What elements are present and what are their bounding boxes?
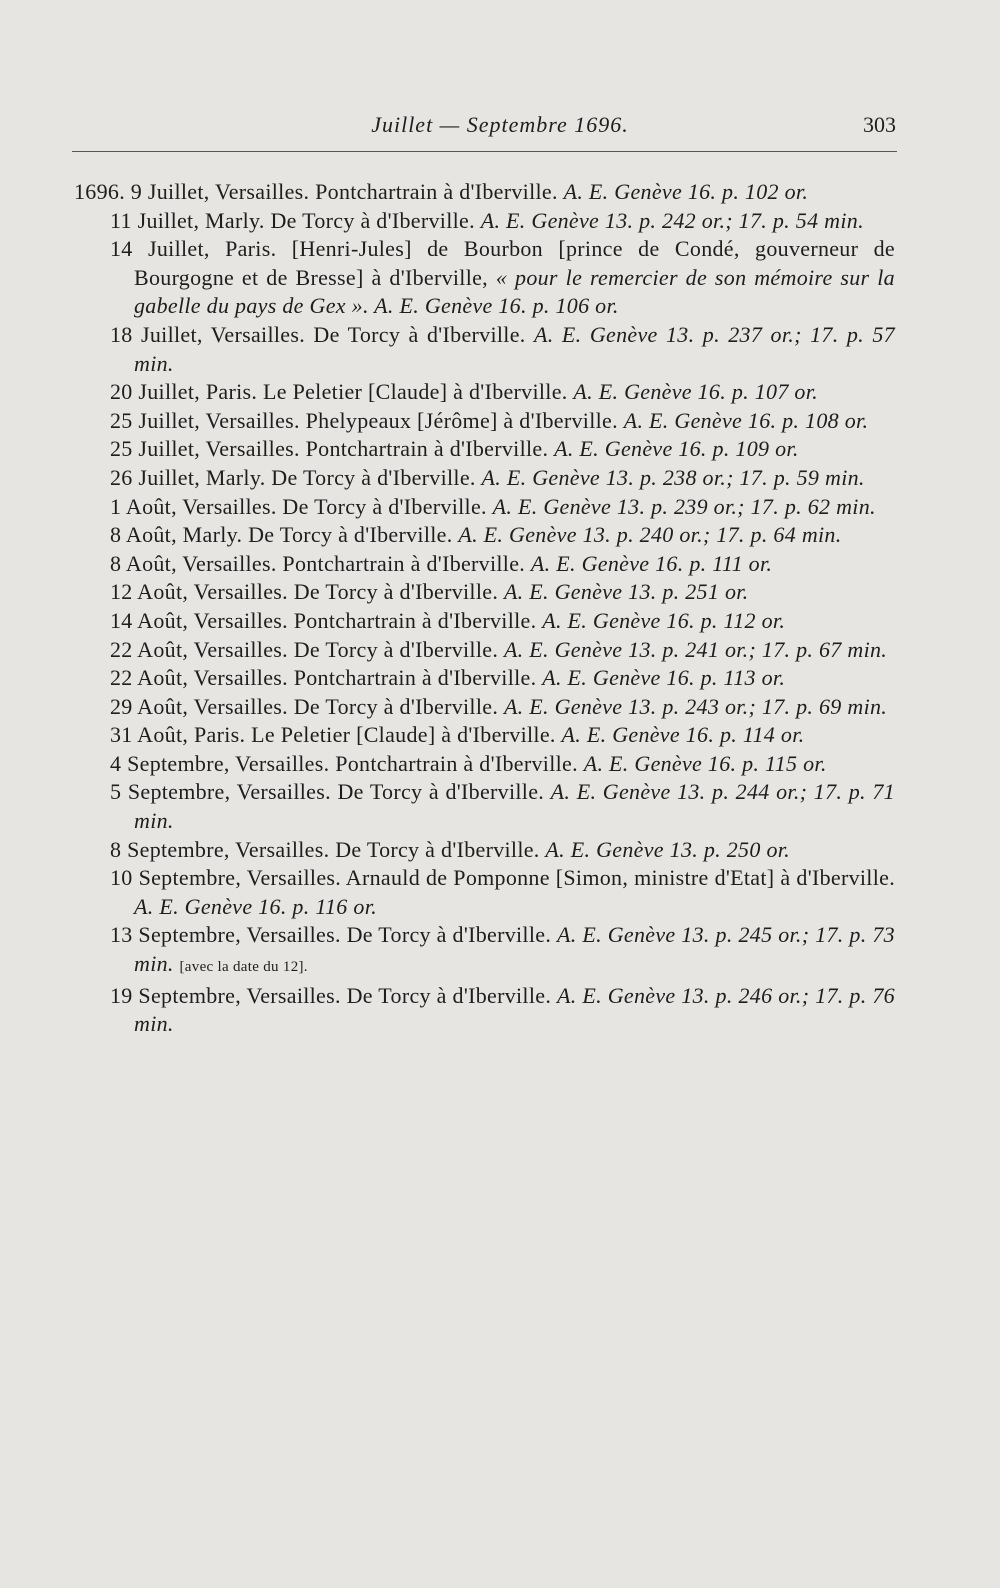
header-rule xyxy=(72,151,897,152)
entry-text: 11 Juillet, Marly. De Torcy à d'Iberville. xyxy=(110,207,475,233)
entry-reference: A. E. Genève 13. p. 242 or.; 17. p. 54 min. xyxy=(480,207,864,233)
entry-text: 8 Août, Marly. De Torcy à d'Iberville. xyxy=(110,522,453,548)
entry-text: 22 Août, Versailles. De Torcy à d'Iberville. xyxy=(110,636,499,662)
list-item xyxy=(110,693,895,722)
entry-text: 1 Août, Versailles. De Torcy à d'Iberville. xyxy=(110,493,487,519)
entry-note: [avec la date du 12]. xyxy=(179,959,308,976)
entry-text: 5 Septembre, Versailles. De Torcy à d'Iberville. xyxy=(110,779,545,805)
entry-text: 14 Août, Versailles. Pontchartrain à d'Iberville. xyxy=(110,607,537,633)
entry-reference: A. E. Genève 16. p. 114 or. xyxy=(561,722,805,748)
entry-reference: A. E. Genève 13. p. 237 or.; 17. p. 57 min. xyxy=(134,321,895,376)
entry-reference: A. E. Genève 13. p. 243 or.; 17. p. 69 min. xyxy=(503,693,888,719)
entry-reference: A. E. Genève 13. p. 251 or. xyxy=(503,579,749,605)
entry-text: 13 Septembre, Versailles. De Torcy à d'Iberville. xyxy=(110,922,552,948)
list-item xyxy=(110,378,895,407)
entry-text: 22 Août, Versailles. Pontchartrain à d'Iberville. xyxy=(110,665,537,691)
page-number: 303 xyxy=(863,112,896,137)
list-item xyxy=(110,664,895,693)
entry-text: 20 Juillet, Paris. Le Peletier [Claude] à d'Iberville. xyxy=(110,379,568,405)
entry-text: 8 Septembre, Versailles. De Torcy à d'Iberville. xyxy=(110,836,540,862)
entry-reference: A. E. Genève 13. p. 250 or. xyxy=(545,836,790,862)
list-item xyxy=(110,493,895,522)
entry-list xyxy=(74,178,895,1039)
list-item xyxy=(110,982,895,1039)
entry-text: 14 Juillet, Paris. [Henri-Jules] de Bourbon [prince de Condé, gouverneur de Bourgogne et de Bresse] à d'Iberville, xyxy=(110,236,895,290)
list-item xyxy=(110,321,895,378)
entry-reference: A. E. Genève 16. p. 108 or. xyxy=(623,407,869,433)
entry-reference: A. E. Genève 16. p. 102 or. xyxy=(563,179,809,204)
entry-reference: A. E. Genève 16. p. 111 or. xyxy=(530,550,773,576)
entry-text: 19 Septembre, Versailles. De Torcy à d'Iberville. xyxy=(110,982,552,1008)
list-item xyxy=(110,836,895,865)
entry-reference: « pour le remercier de son mémoire sur la gabelle du pays de Gex ». A. E. Genève 16. p. 106 or. xyxy=(134,264,895,319)
entry-text: 1696. 9 Juillet, Versailles. Pontchartrain à d'Iberville. xyxy=(74,179,558,204)
entry-reference: A. E. Genève 16. p. 112 or. xyxy=(542,607,786,633)
list-item xyxy=(110,435,895,464)
list-item xyxy=(110,636,895,665)
entry-reference: A. E. Genève 16. p. 115 or. xyxy=(583,750,827,776)
entry-text: 10 Septembre, Versailles. Arnauld de Pomponne [Simon, ministre d'Etat] à d'Iberville. xyxy=(110,865,895,891)
entry-reference: A. E. Genève 13. p. 240 or.; 17. p. 64 min. xyxy=(458,522,842,548)
entry-reference: A. E. Genève 16. p. 107 or. xyxy=(573,379,818,405)
entry-reference: A. E. Genève 16. p. 116 or. xyxy=(134,893,377,919)
list-item xyxy=(110,521,895,550)
entry-reference: A. E. Genève 13. p. 238 or.; 17. p. 59 min. xyxy=(481,464,865,490)
entry-text: 25 Juillet, Versailles. Pontchartrain à d'Iberville. xyxy=(110,436,549,462)
entry-text: 18 Juillet, Versailles. De Torcy à d'Iberville. xyxy=(110,321,526,347)
list-item xyxy=(74,178,895,207)
entry-text: 8 Août, Versailles. Pontchartrain à d'Iberville. xyxy=(110,550,526,576)
entry-text: 26 Juillet, Marly. De Torcy à d'Iberville. xyxy=(110,464,476,490)
entry-text: 12 Août, Versailles. De Torcy à d'Iberville. xyxy=(110,579,499,605)
entry-text: 4 Septembre, Versailles. Pontchartrain à d'Iberville. xyxy=(110,750,578,776)
entry-reference: A. E. Genève 16. p. 113 or. xyxy=(542,665,786,691)
entry-reference: A. E. Genève 13. p. 239 or.; 17. p. 62 min. xyxy=(492,493,876,519)
entry-reference: A. E. Genève 13. p. 246 or.; 17. p. 76 min. xyxy=(134,982,895,1037)
list-item xyxy=(110,464,895,493)
list-item xyxy=(110,235,895,321)
list-item xyxy=(110,578,895,607)
entry-text: 29 Août, Versailles. De Torcy à d'Iberville. xyxy=(110,693,499,719)
list-item xyxy=(110,721,895,750)
list-item xyxy=(110,778,895,835)
entry-reference: A. E. Genève 13. p. 245 or.; 17. p. 73 min. xyxy=(134,922,895,977)
list-item xyxy=(110,207,895,236)
running-header-title: Juillet — Septembre 1696. xyxy=(371,112,629,137)
list-item xyxy=(110,750,895,779)
list-item xyxy=(110,407,895,436)
entry-reference: A. E. Genève 13. p. 241 or.; 17. p. 67 min. xyxy=(503,636,888,662)
entry-reference: A. E. Genève 13. p. 244 or.; 17. p. 71 min. xyxy=(134,779,895,834)
list-item xyxy=(110,921,895,981)
list-item xyxy=(110,864,895,921)
list-item xyxy=(110,607,895,636)
entry-reference: A. E. Genève 16. p. 109 or. xyxy=(554,436,799,462)
entry-text: 25 Juillet, Versailles. Phelypeaux [Jérôme] à d'Iberville. xyxy=(110,407,618,433)
entry-text: 31 Août, Paris. Le Peletier [Claude] à d'Iberville. xyxy=(110,722,556,748)
list-item xyxy=(110,550,895,579)
